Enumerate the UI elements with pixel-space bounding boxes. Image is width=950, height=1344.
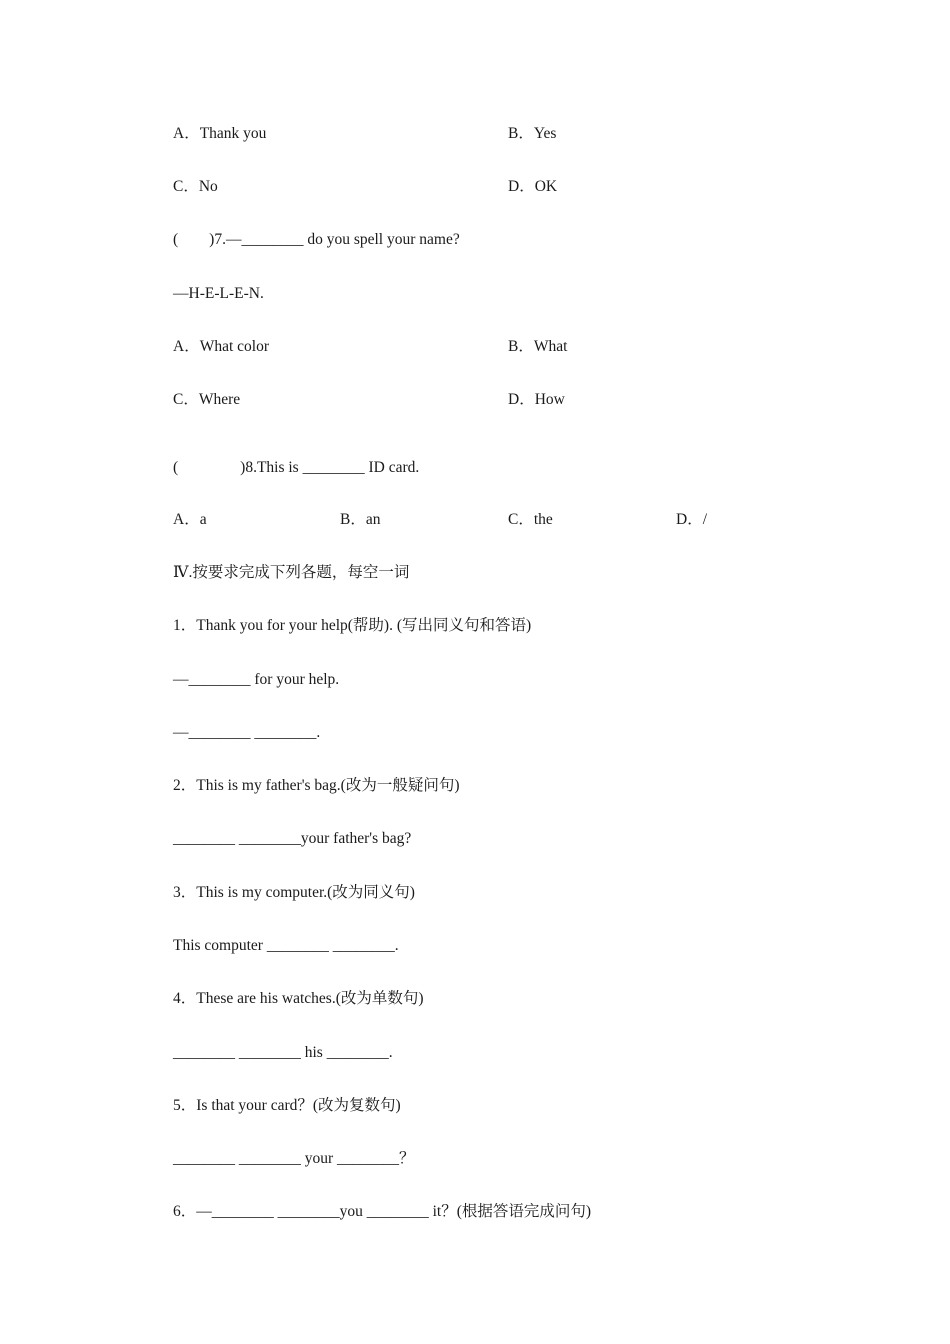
q8-option-d: D．/ bbox=[676, 511, 708, 528]
q8-option-c: C．the bbox=[508, 511, 553, 528]
q7-question: ( )7.—________ do you spell your name? bbox=[173, 231, 460, 248]
exercise-1-line-2: —________ ________. bbox=[173, 724, 321, 741]
q7-option-c: C．Where bbox=[173, 391, 241, 408]
exercise-3-line-1: This computer ________ ________. bbox=[173, 937, 399, 954]
exercise-3-prompt: 3．This is my computer.(改为同义句) bbox=[173, 884, 415, 901]
q7-option-a: A．What color bbox=[173, 338, 269, 355]
exercise-2-line-1: ________ ________your father's bag? bbox=[173, 830, 412, 847]
q6-option-d: D．OK bbox=[508, 178, 558, 195]
exercise-6-prompt: 6．—________ ________you ________ it？(根据答语完成问句) bbox=[173, 1203, 592, 1220]
q8-question: ( )8.This is ________ ID card. bbox=[173, 459, 420, 476]
exercise-4-prompt: 4．These are his watches.(改为单数句) bbox=[173, 990, 424, 1007]
q8-options-row bbox=[173, 510, 793, 530]
q6-option-b: B．Yes bbox=[508, 125, 557, 142]
q8-option-a: A．a bbox=[173, 511, 207, 528]
q7-options-row-1 bbox=[173, 337, 793, 357]
exercise-4-line-1: ________ ________ his ________. bbox=[173, 1044, 393, 1061]
q7-option-d: D．How bbox=[508, 391, 565, 408]
q6-options-row-2 bbox=[173, 177, 793, 197]
q7-answer: —H-E-L-E-N. bbox=[173, 285, 264, 302]
q7-options-row-2 bbox=[173, 390, 793, 410]
q6-options-row-1 bbox=[173, 124, 793, 144]
q6-option-c: C．No bbox=[173, 178, 218, 195]
exercise-1-line-1: —________ for your help. bbox=[173, 671, 340, 688]
exercise-5-prompt: 5．Is that your card？(改为复数句) bbox=[173, 1097, 401, 1114]
exercise-2-prompt: 2．This is my father's bag.(改为一般疑问句) bbox=[173, 777, 460, 794]
section-heading: Ⅳ.按要求完成下列各题，每空一词 bbox=[173, 564, 410, 581]
q6-option-a: A．Thank you bbox=[173, 125, 267, 142]
exercise-5-line-1: ________ ________ your ________？ bbox=[173, 1150, 415, 1167]
q7-option-b: B．What bbox=[508, 338, 568, 355]
q8-option-b: B．an bbox=[340, 511, 381, 528]
exercise-1-prompt: 1．Thank you for your help(帮助). (写出同义句和答语) bbox=[173, 617, 532, 634]
